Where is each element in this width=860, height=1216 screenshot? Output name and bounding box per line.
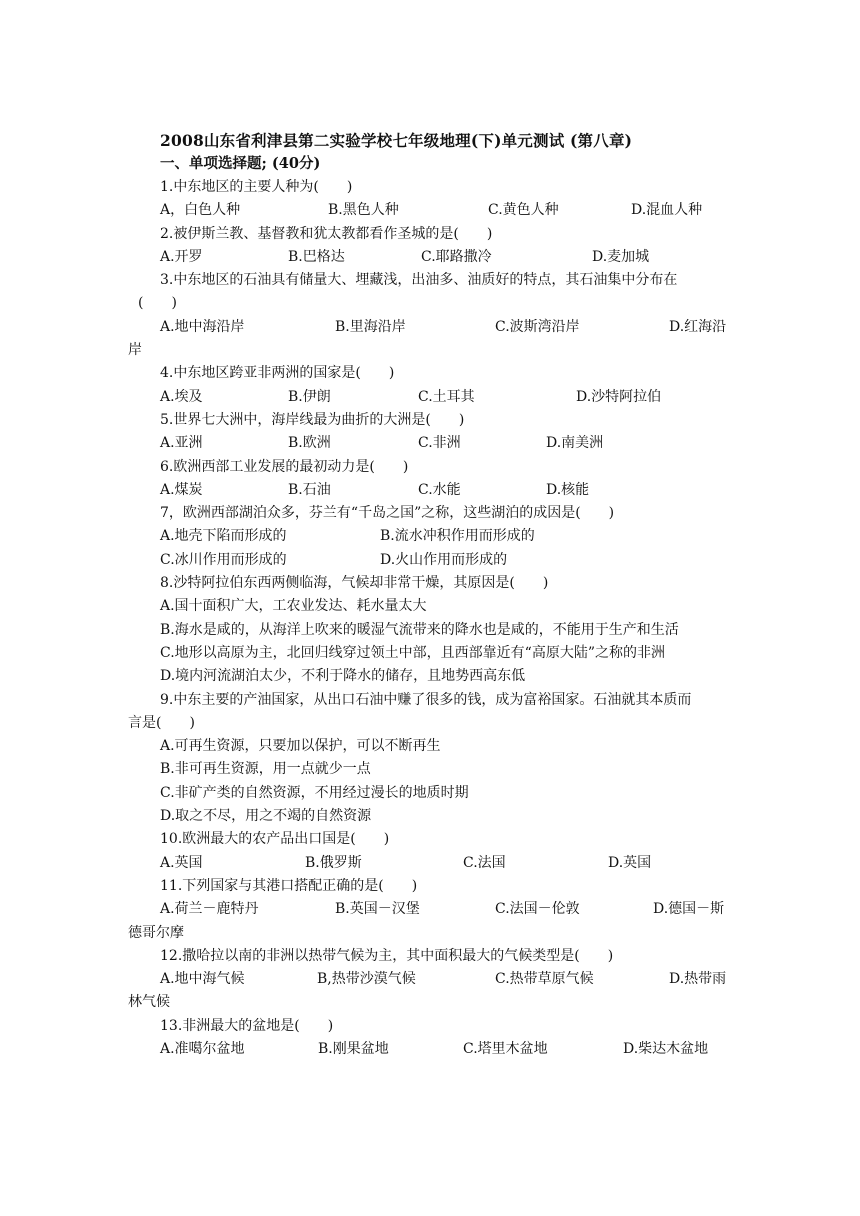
question-7	[160, 502, 730, 572]
option-row	[160, 898, 730, 921]
page-title: 2008山东省利津县第二实验学校七年级地理(下)单元测试 (第八章)	[160, 131, 633, 150]
option-c: C.法国	[463, 854, 506, 871]
option-c: C.热带草原气候	[495, 971, 594, 988]
question-stem: 10.欧洲最大的农产品出口国是( )	[160, 831, 390, 848]
option-d: D.麦加城	[592, 248, 650, 265]
option-b: B.巴格达	[288, 248, 345, 265]
option-a: A.亚洲	[160, 435, 203, 452]
option-c: C.法国－伦敦	[495, 901, 580, 918]
question-stem-continued: 言是( )	[128, 714, 195, 731]
option-a: A.准噶尔盆地	[160, 1040, 245, 1057]
option-b: B.英国－汉堡	[335, 901, 420, 918]
option-b: B.石油	[288, 481, 331, 498]
option-b: B.流水冲积作用而形成的	[380, 528, 535, 545]
question-1	[160, 176, 730, 223]
question-9	[128, 689, 730, 829]
option-b: B,热带沙漠气候	[317, 971, 416, 988]
option-row	[160, 316, 730, 339]
question-stem: 2.被伊斯兰教、基督教和犹太教都看作圣城的是( )	[160, 225, 493, 242]
question-stem: 9.中东主要的产油国家，从出口石油中赚了很多的钱，成为富裕国家。石油就其本质而	[160, 691, 692, 708]
option-a: A.荷兰－鹿特丹	[160, 901, 259, 918]
option-row	[160, 1038, 730, 1061]
option-row	[160, 549, 730, 572]
option-row	[160, 199, 730, 222]
option-d: D.德国－斯	[653, 901, 725, 918]
option-a: A.煤炭	[160, 481, 203, 498]
question-4	[160, 362, 730, 409]
option-row	[160, 432, 730, 455]
question-stem: 1.中东地区的主要人种为( )	[160, 179, 353, 195]
option-d: D.火山作用而形成的	[380, 551, 508, 568]
option-a: A.埃及	[160, 388, 203, 405]
question-list	[128, 176, 730, 1061]
option-c: C.冰川作用而形成的	[160, 551, 287, 568]
option-continued: 岸	[128, 342, 142, 359]
option-b: B.非可再生资源，用一点就少一点	[160, 761, 371, 778]
option-d: D.英国	[608, 854, 652, 871]
option-c: C.塔里木盆地	[463, 1040, 548, 1057]
option-b: B.刚果盆地	[318, 1040, 389, 1057]
question-2	[160, 223, 730, 270]
option-d: D.红海沿	[669, 318, 727, 335]
option-b: B.伊朗	[288, 388, 331, 405]
question-12	[128, 945, 730, 1015]
option-c: C.非矿产类的自然资源，不用经过漫长的地质时期	[160, 784, 469, 801]
option-d: D.混血人种	[631, 202, 703, 219]
option-row	[160, 525, 730, 548]
question-11	[128, 875, 730, 945]
option-b: B.黑色人种	[328, 202, 399, 219]
option-b: B.欧洲	[288, 435, 331, 452]
option-a: A.开罗	[160, 248, 203, 265]
option-c: C.黄色人种	[488, 202, 559, 219]
option-a: A.可再生资源，只要加以保护，可以不断再生	[160, 738, 441, 755]
question-stem: 4.中东地区跨亚非两洲的国家是( )	[160, 365, 395, 382]
question-stem: 6.欧洲西部工业发展的最初动力是( )	[160, 458, 409, 475]
option-d: D.沙特阿拉伯	[576, 388, 662, 405]
question-stem: 5.世界七大洲中，海岸线最为曲折的大洲是( )	[160, 411, 465, 428]
question-10	[160, 828, 730, 875]
question-6	[160, 456, 730, 503]
option-row	[160, 968, 730, 991]
option-c: C.耶路撒冷	[421, 248, 492, 265]
question-3	[128, 269, 730, 362]
option-b: B.海水是咸的，从海洋上吹来的暖湿气流带来的降水也是咸的，不能用于生产和生活	[160, 621, 679, 638]
option-continued: 德哥尔摩	[128, 924, 184, 941]
option-c: C.波斯湾沿岸	[495, 318, 580, 335]
option-b: B.俄罗斯	[305, 854, 362, 871]
question-13	[160, 1015, 730, 1062]
question-5	[160, 409, 730, 456]
option-a: A.国十面积广大，工农业发达、耗水量太大	[160, 598, 427, 615]
option-a: A.英国	[160, 854, 203, 871]
question-stem: 8.沙特阿拉伯东西两侧临海，气候却非常干燥，其原因是( )	[160, 575, 549, 592]
question-stem: 12.撒哈拉以南的非洲以热带气候为主，其中面积最大的气候类型是( )	[160, 947, 614, 964]
option-d: D.柴达木盆地	[623, 1040, 709, 1057]
option-c: C.非洲	[418, 435, 461, 452]
option-row	[160, 386, 730, 409]
option-a: A.地壳下陷而形成的	[160, 528, 287, 545]
option-d: D.取之不尽，用之不竭的自然资源	[160, 808, 372, 825]
option-b: B.里海沿岸	[335, 318, 406, 335]
question-stem-continued: ( )	[138, 295, 177, 312]
option-row	[160, 479, 730, 502]
question-stem: 7，欧洲西部湖泊众多，芬兰有“千岛之国”之称，这些湖泊的成因是( )	[160, 505, 615, 522]
option-a: A.地中海沿岸	[160, 318, 245, 335]
option-a: A，白色人种	[160, 202, 241, 219]
question-8	[160, 572, 730, 688]
option-c: C.土耳其	[418, 388, 475, 405]
option-a: A.地中海气候	[160, 971, 245, 988]
section-heading: 一、单项选择题; (40分)	[160, 155, 321, 172]
question-stem: 11.下列国家与其港口搭配正确的是( )	[160, 877, 418, 894]
question-stem: 3.中东地区的石油具有储量大、埋藏浅，出油多、油质好的特点，其石油集中分布在	[160, 272, 678, 289]
option-row	[160, 852, 730, 875]
option-d: D.热带雨	[669, 971, 727, 988]
option-d: D.境内河流湖泊太少，不利于降水的储存，且地势西高东低	[160, 668, 526, 685]
option-c: C.水能	[418, 481, 461, 498]
option-continued: 林气候	[128, 994, 170, 1011]
option-d: D.核能	[546, 481, 590, 498]
option-row	[160, 246, 730, 269]
option-d: D.南美洲	[546, 435, 604, 452]
question-stem: 13.非洲最大的盆地是( )	[160, 1017, 334, 1034]
option-c: C.地形以高原为主，北回归线穿过领土中部，且西部靠近有“高原大陆”之称的非洲	[160, 644, 665, 661]
